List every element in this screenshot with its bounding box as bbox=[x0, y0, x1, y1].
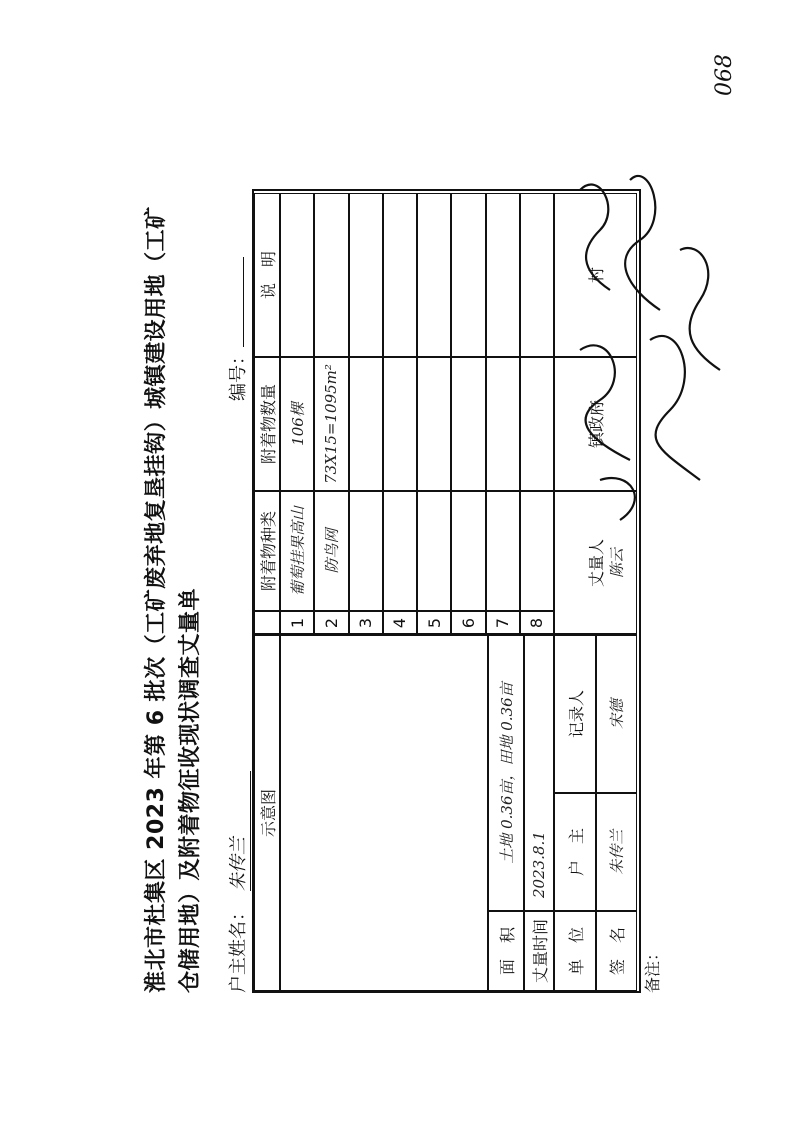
row-number: 5 bbox=[417, 611, 451, 635]
row-type bbox=[417, 491, 451, 611]
row-number: 8 bbox=[520, 611, 554, 635]
row-number: 6 bbox=[451, 611, 485, 635]
row-qty bbox=[520, 357, 554, 491]
owner-role: 户 主 bbox=[554, 793, 596, 911]
header-qty: 附着物数量 bbox=[254, 357, 280, 491]
row-number: 7 bbox=[486, 611, 520, 635]
row-qty: 73X15=1095m² bbox=[314, 357, 348, 491]
unit-label: 单 位 bbox=[554, 911, 596, 991]
row-note bbox=[280, 193, 314, 357]
row-type bbox=[451, 491, 485, 611]
row-type: 防鸟网 bbox=[314, 491, 348, 611]
owner-signature: 朱传兰 bbox=[596, 793, 637, 911]
form-title: 淮北市杜集区 2023 年第 6 批次（工矿废弃地复垦挂钩）城镇建设用地（工矿仓储用地）及附着物征收现状调查丈量单 bbox=[144, 206, 203, 993]
sketch-area bbox=[280, 635, 488, 991]
left-section bbox=[254, 633, 637, 991]
owner-label: 户主姓名： bbox=[228, 903, 249, 993]
measure-time-label: 丈量时间 bbox=[524, 911, 554, 991]
row-note bbox=[451, 193, 485, 357]
row-qty bbox=[417, 357, 451, 491]
row-qty: 106棵 bbox=[280, 357, 314, 491]
owner-line bbox=[224, 771, 251, 993]
area-label: 面 积 bbox=[488, 911, 524, 991]
row-number: 3 bbox=[349, 611, 383, 635]
row-number: 2 bbox=[314, 611, 348, 635]
row-number: 4 bbox=[383, 611, 417, 635]
row-type bbox=[520, 491, 554, 611]
number-value bbox=[243, 257, 244, 347]
area-value: 土地 0.36亩，田地 0.36亩 bbox=[488, 635, 524, 911]
row-qty bbox=[349, 357, 383, 491]
row-note bbox=[314, 193, 348, 357]
sketch-header: 示意图 bbox=[254, 635, 280, 991]
official-signatures bbox=[560, 150, 740, 530]
page-number: 068 bbox=[712, 54, 737, 96]
measure-time-value: 2023.8.1 bbox=[524, 635, 554, 911]
header-note: 说 明 bbox=[254, 193, 280, 357]
header-type: 附着物种类 bbox=[254, 491, 280, 611]
row-type: 葡萄挂果高山 bbox=[280, 491, 314, 611]
header-no bbox=[254, 611, 280, 635]
row-note bbox=[383, 193, 417, 357]
row-qty bbox=[486, 357, 520, 491]
row-note bbox=[417, 193, 451, 357]
row-qty bbox=[383, 357, 417, 491]
owner-name: 朱传兰 bbox=[224, 771, 251, 891]
sign-label: 签 名 bbox=[596, 911, 637, 991]
row-type bbox=[486, 491, 520, 611]
remark-label: 备注： bbox=[643, 944, 662, 993]
recorder-signature: 宋德 bbox=[596, 635, 637, 793]
village-cell: 村 bbox=[554, 193, 637, 357]
row-note bbox=[486, 193, 520, 357]
measurer-signature: 陈云 bbox=[608, 548, 626, 579]
town-cell: 镇政府 bbox=[554, 357, 637, 491]
row-type bbox=[349, 491, 383, 611]
row-note bbox=[349, 193, 383, 357]
row-type bbox=[383, 491, 417, 611]
measurer-role: 丈量人 bbox=[587, 539, 606, 588]
row-note bbox=[520, 193, 554, 357]
number-line bbox=[224, 257, 250, 401]
number-label: 编号： bbox=[228, 347, 249, 401]
row-qty bbox=[451, 357, 485, 491]
row-number: 1 bbox=[280, 611, 314, 635]
recorder-role: 记录人 bbox=[554, 635, 596, 793]
